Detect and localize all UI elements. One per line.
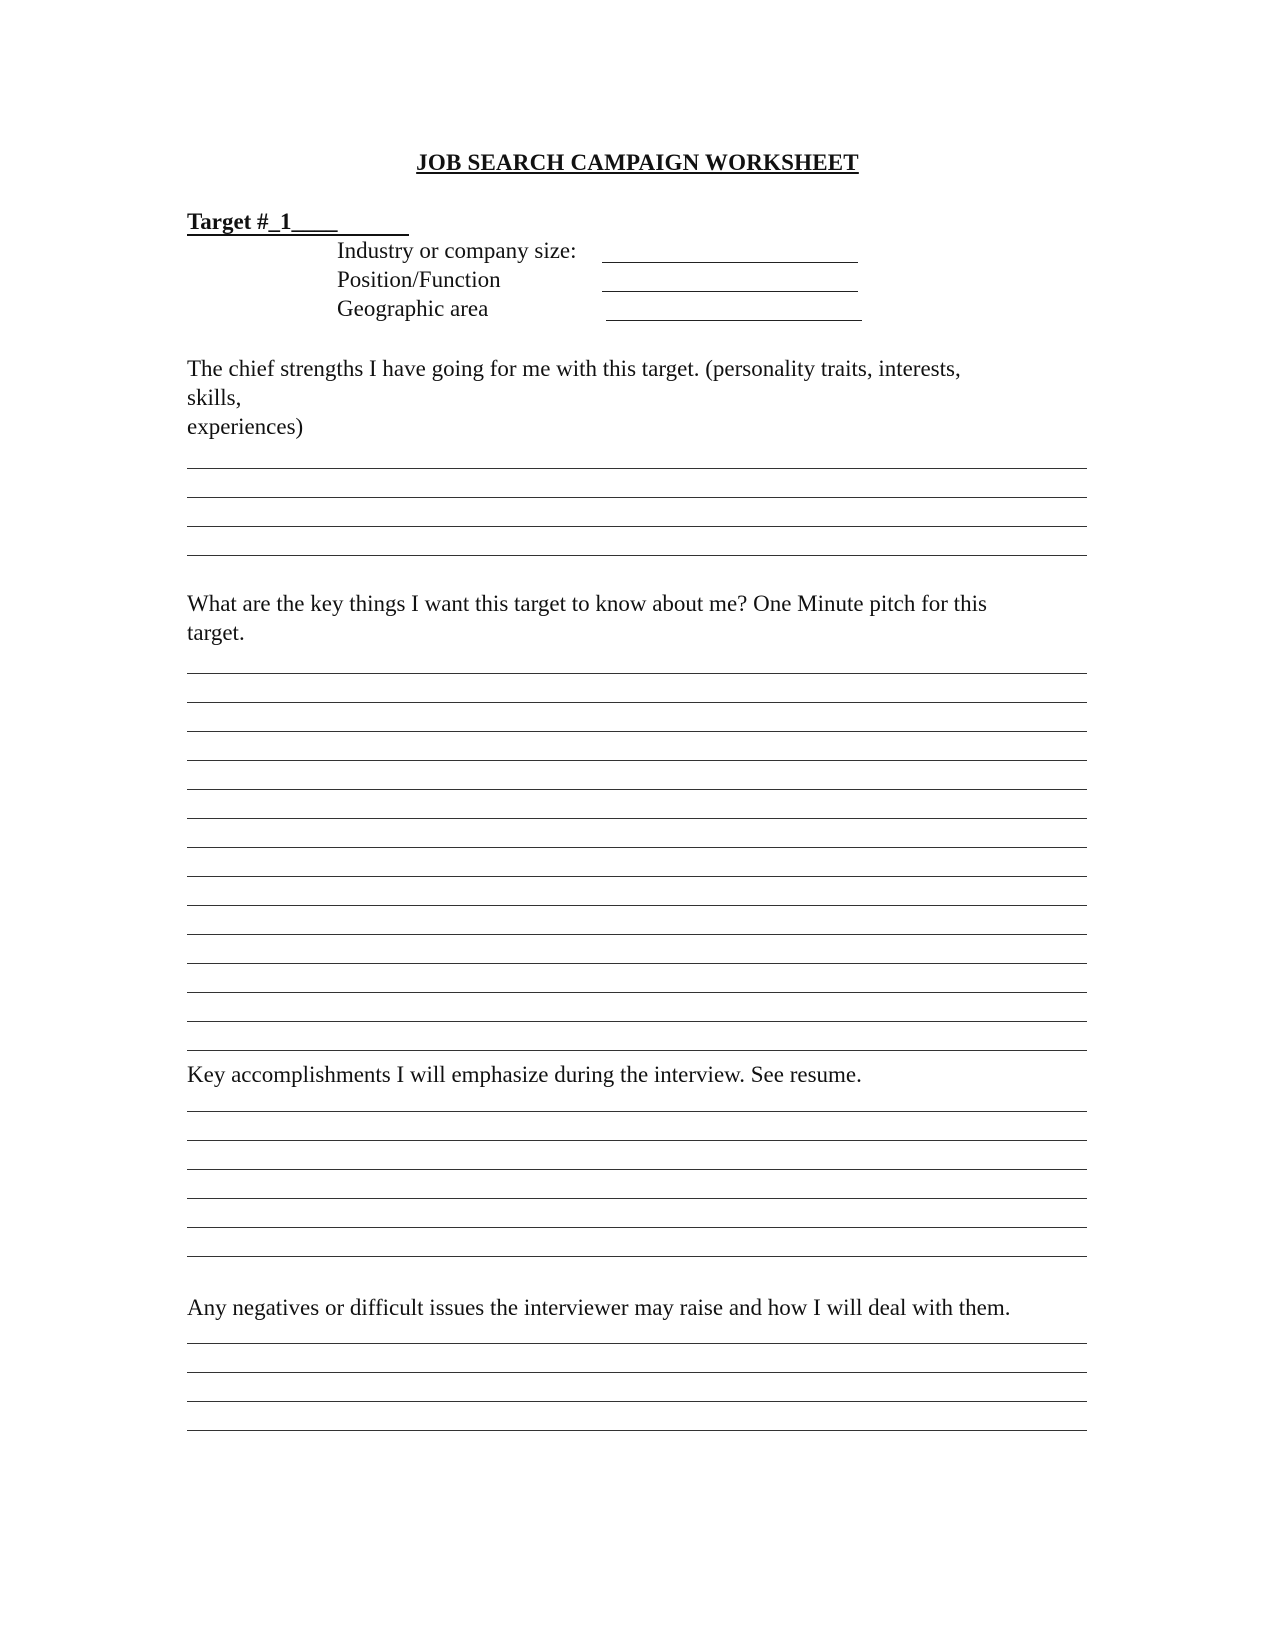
pitch-answer-line[interactable] — [187, 876, 1087, 877]
field-label-industry: Industry or company size: — [337, 238, 577, 263]
negatives-answer-line[interactable] — [187, 1430, 1087, 1431]
target-heading: Target #_1____ — [187, 209, 338, 234]
pitch-answer-line[interactable] — [187, 1021, 1087, 1022]
prompt-line: experiences) — [187, 414, 304, 439]
prompt-line: target. — [187, 620, 245, 645]
accomplishments-prompt — [187, 1060, 1087, 1089]
pitch-answer-line[interactable] — [187, 760, 1087, 761]
negatives-answer-line[interactable] — [187, 1343, 1087, 1344]
pitch-answer-line[interactable] — [187, 847, 1087, 848]
pitch-answer-line[interactable] — [187, 905, 1087, 906]
pitch-answer-line[interactable] — [187, 818, 1087, 819]
target-number-blank[interactable] — [187, 234, 409, 236]
accomplishments-answer-line[interactable] — [187, 1169, 1087, 1170]
strengths-answer-line[interactable] — [187, 497, 1087, 498]
accomplishments-answer-line[interactable] — [187, 1256, 1087, 1257]
field-label-position: Position/Function — [337, 267, 501, 292]
prompt-line: skills, — [187, 385, 242, 410]
negatives-prompt — [187, 1293, 1087, 1322]
pitch-answer-line[interactable] — [187, 731, 1087, 732]
strengths-answer-line[interactable] — [187, 555, 1087, 556]
pitch-answer-line[interactable] — [187, 1050, 1087, 1051]
strengths-answer-line[interactable] — [187, 526, 1087, 527]
pitch-answer-line[interactable] — [187, 963, 1087, 964]
accomplishments-answer-line[interactable] — [187, 1227, 1087, 1228]
pitch-answer-line[interactable] — [187, 673, 1087, 674]
accomplishments-answer-line[interactable] — [187, 1140, 1087, 1141]
position-blank[interactable] — [602, 291, 858, 292]
pitch-answer-line[interactable] — [187, 992, 1087, 993]
pitch-prompt — [187, 589, 1087, 647]
prompt-line: Any negatives or difficult issues the interviewer may raise and how I will deal with them. — [187, 1295, 1011, 1320]
negatives-answer-line[interactable] — [187, 1372, 1087, 1373]
prompt-line: Key accomplishments I will emphasize during the interview. See resume. — [187, 1062, 862, 1087]
pitch-answer-line[interactable] — [187, 934, 1087, 935]
accomplishments-answer-line[interactable] — [187, 1111, 1087, 1112]
page-title: JOB SEARCH CAMPAIGN WORKSHEET — [416, 150, 859, 175]
negatives-answer-line[interactable] — [187, 1401, 1087, 1402]
prompt-line: What are the key things I want this target to know about me? One Minute pitch for this — [187, 591, 987, 616]
strengths-answer-line[interactable] — [187, 468, 1087, 469]
field-label-geographic: Geographic area — [337, 296, 489, 321]
accomplishments-answer-line[interactable] — [187, 1198, 1087, 1199]
pitch-answer-line[interactable] — [187, 789, 1087, 790]
pitch-answer-line[interactable] — [187, 702, 1087, 703]
prompt-line: The chief strengths I have going for me with this target. (personality traits, interests, — [187, 356, 961, 381]
geographic-blank[interactable] — [606, 320, 862, 321]
strengths-prompt — [187, 354, 1087, 441]
industry-blank[interactable] — [602, 262, 858, 263]
